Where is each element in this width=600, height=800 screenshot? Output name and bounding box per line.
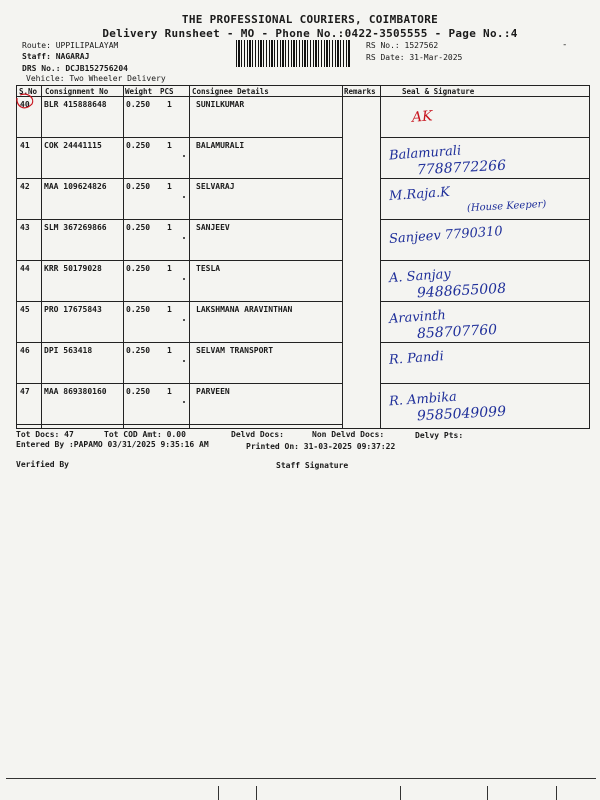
table-row — [17, 261, 589, 302]
handwritten-signature: R. Ambika — [388, 389, 458, 410]
row-consignment-no: DPI 563418 — [44, 346, 93, 355]
bottom-tick — [400, 786, 401, 800]
row-pcs: 1 — [167, 182, 172, 191]
handwritten-signature: Sanjeev 7790310 — [388, 224, 504, 247]
entered-by: Entered By :PAPAMO 03/31/2025 9:35:16 AM — [16, 440, 209, 449]
page-title: THE PROFESSIONAL COURIERS, COIMBATORE — [181, 13, 439, 26]
row-sno: 44 — [20, 264, 30, 273]
row-consignee: SELVAM TRANSPORT — [196, 346, 274, 355]
barcode — [236, 40, 351, 67]
row-dot — [183, 319, 185, 321]
col-header-weight: Weight — [125, 87, 153, 96]
delivery-table — [16, 85, 590, 429]
row-consignee: SANJEEV — [196, 223, 230, 232]
row-sno: 46 — [20, 346, 30, 355]
table-row — [17, 97, 589, 138]
row-weight: 0.250 — [126, 264, 151, 273]
handwritten-signature: A. Sanjay — [388, 266, 452, 287]
bottom-tick — [487, 786, 488, 800]
table-row — [17, 179, 589, 220]
row-pcs: 1 — [167, 346, 172, 355]
row-sno: 43 — [20, 223, 30, 232]
col-header-signature: Seal & Signature — [402, 87, 475, 96]
row-dot — [183, 237, 185, 239]
row-weight: 0.250 — [126, 387, 151, 396]
verified-by-label: Verified By — [16, 460, 69, 469]
rs-number: RS No.: 1527562 — [366, 41, 439, 50]
drs-number: DRS No.: DCJB152756204 — [22, 64, 128, 73]
row-weight: 0.250 — [126, 223, 151, 232]
table-row — [17, 220, 589, 261]
row-dot — [183, 278, 185, 280]
table-row — [17, 302, 589, 343]
handwritten-phone: (House Keeper) — [466, 198, 547, 215]
col-header-sno: S.No — [19, 87, 38, 96]
handwritten-signature: R. Pandi — [388, 349, 445, 368]
col-header-remarks: Remarks — [344, 87, 376, 96]
row-pcs: 1 — [167, 387, 172, 396]
row-consignee: SELVARAJ — [196, 182, 235, 191]
row-weight: 0.250 — [126, 346, 151, 355]
delivery-points: Delvy Pts: — [415, 431, 464, 440]
col-header-consignment: Consignment No — [45, 87, 109, 96]
total-docs: Tot Docs: 47 — [16, 430, 74, 439]
row-consignee: PARVEEN — [196, 387, 230, 396]
row-sno: 41 — [20, 141, 30, 150]
row-sno: 45 — [20, 305, 30, 314]
row-dot — [183, 196, 185, 198]
row-consignee: SUNILKUMAR — [196, 100, 245, 109]
bottom-tick — [556, 786, 557, 800]
handwritten-phone: 7788772266 — [416, 157, 507, 179]
row-pcs: 1 — [167, 100, 172, 109]
staff-signature-label: Staff Signature — [276, 461, 349, 470]
row-sno: 40 — [20, 100, 30, 109]
bottom-tick — [256, 786, 257, 800]
row-weight: 0.250 — [126, 182, 151, 191]
table-row — [17, 384, 589, 425]
route-label: Route: UPPILIPALAYAM — [22, 41, 119, 50]
bottom-tick — [218, 786, 219, 800]
handwritten-signature: Balamurali — [388, 143, 462, 164]
total-cod: Tot COD Amt: 0.00 — [104, 430, 186, 439]
row-consignee: LAKSHMANA ARAVINTHAN — [196, 305, 293, 314]
col-header-consignee: Consignee Details — [192, 87, 269, 96]
row-consignee: TESLA — [196, 264, 221, 273]
row-consignment-no: PRO 17675843 — [44, 305, 102, 314]
row-consignee: BALAMURALI — [196, 141, 245, 150]
row-dot — [183, 360, 185, 362]
row-consignment-no: COK 24441115 — [44, 141, 102, 150]
red-circle-mark — [14, 90, 34, 112]
row-dot — [183, 155, 185, 157]
row-consignment-no: KRR 50179028 — [44, 264, 102, 273]
row-consignment-no: MAA 109624826 — [44, 182, 107, 191]
vehicle-label: Vehicle: Two Wheeler Delivery — [26, 74, 166, 83]
row-consignment-no: SLM 367269866 — [44, 223, 107, 232]
row-divider — [17, 424, 342, 425]
row-pcs: 1 — [167, 141, 172, 150]
handwritten-signature: AK — [411, 108, 434, 126]
col-header-pcs: PCS — [160, 87, 174, 96]
row-weight: 0.250 — [126, 100, 151, 109]
row-sno: 42 — [20, 182, 30, 191]
row-pcs: 1 — [167, 264, 172, 273]
handwritten-signature: M.Raja.K — [388, 184, 451, 205]
printed-on: Printed On: 31-03-2025 09:37:22 — [246, 442, 396, 451]
row-dot — [183, 401, 185, 403]
table-row — [17, 343, 589, 384]
table-row — [17, 138, 589, 179]
bottom-rule — [6, 778, 596, 779]
rs-date: RS Date: 31-Mar-2025 — [366, 53, 463, 62]
handwritten-phone: 9585049099 — [416, 403, 507, 425]
row-pcs: 1 — [167, 223, 172, 232]
non-delivered-docs: Non Delvd Docs: — [312, 430, 385, 439]
row-consignment-no: BLR 415888648 — [44, 100, 107, 109]
row-weight: 0.250 — [126, 305, 151, 314]
page-subtitle: Delivery Runsheet - MO - Phone No.:0422-3505555 - Page No.:4 — [102, 27, 518, 40]
delivered-docs: Delvd Docs: — [231, 430, 284, 439]
staff-label: Staff: NAGARAJ — [22, 52, 90, 61]
row-consignment-no: MAA 869380160 — [44, 387, 107, 396]
row-pcs: 1 — [167, 305, 172, 314]
handwritten-phone: 858707760 — [416, 321, 498, 343]
handwritten-signature: Aravinth — [388, 308, 447, 327]
handwritten-phone: 9488655008 — [416, 280, 507, 302]
corner-mark: - — [562, 40, 568, 50]
row-sno: 47 — [20, 387, 30, 396]
row-weight: 0.250 — [126, 141, 151, 150]
